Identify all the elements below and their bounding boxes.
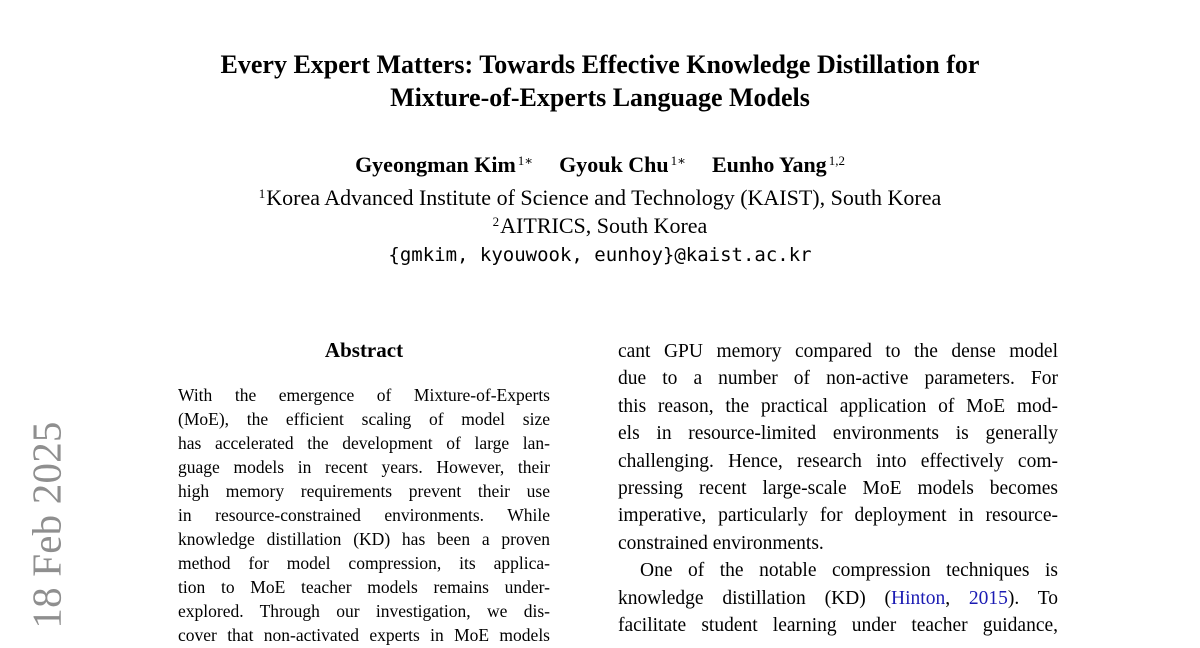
body-line: imperative, particularly for deployment in resource- bbox=[618, 505, 1058, 527]
abstract-line: knowledge distillation (KD) has been a proven bbox=[178, 529, 550, 549]
body-line: facilitate student learning under teacher guidance, bbox=[618, 615, 1058, 637]
body-line: due to a number of non-active parameters. For bbox=[618, 368, 1058, 390]
affiliation bbox=[200, 212, 1000, 240]
affiliation bbox=[200, 184, 1000, 212]
body-line: constrained environments. bbox=[618, 532, 824, 554]
author-name: Gyeongman Kim bbox=[355, 152, 516, 177]
paper-title bbox=[160, 48, 1040, 114]
abstract-line: cover that non-activated experts in MoE models bbox=[178, 625, 550, 645]
body-line: this reason, the practical application of MoE mod- bbox=[618, 395, 1058, 417]
abstract-line: tion to MoE teacher models remains under- bbox=[178, 577, 550, 597]
author-affiliation-mark: 1∗ bbox=[517, 153, 534, 168]
affiliation-text: AITRICS, South Korea bbox=[500, 213, 708, 238]
arxiv-date-text: 18 Feb 2025 bbox=[23, 421, 70, 629]
body-text: knowledge distillation (KD) ( bbox=[618, 587, 892, 609]
abstract-line: high memory requirements prevent their use bbox=[178, 481, 550, 501]
citation-year-link[interactable]: 2015 bbox=[968, 587, 1008, 609]
abstract-line: method for model compression, its applica- bbox=[178, 553, 550, 573]
body-line: One of the notable compression techniques is bbox=[640, 560, 1058, 582]
title-line-1: Every Expert Matters: Towards Effective Knowledge Distillation for bbox=[220, 50, 980, 79]
introduction-column bbox=[618, 338, 1058, 639]
arxiv-date-stamp bbox=[12, 421, 82, 629]
affiliation-mark: 2 bbox=[492, 214, 500, 229]
author-affiliation-mark: 1∗ bbox=[670, 153, 686, 168]
abstract-line: (MoE), the efficient scaling of model size bbox=[178, 409, 550, 429]
title-line-2: Mixture-of-Experts Language Models bbox=[390, 83, 810, 112]
abstract-body bbox=[178, 383, 550, 647]
abstract-line: has accelerated the development of large lan- bbox=[178, 433, 550, 453]
body-text: , bbox=[945, 587, 969, 609]
author bbox=[559, 152, 686, 177]
author-list bbox=[250, 150, 950, 180]
author-name: Eunho Yang bbox=[711, 152, 827, 177]
author bbox=[355, 152, 533, 177]
author-name: Gyouk Chu bbox=[559, 152, 669, 177]
author-affiliation-mark: 1,2 bbox=[828, 153, 845, 168]
body-line: cant GPU memory compared to the dense model bbox=[618, 341, 1058, 362]
abstract-line: explored. Through our investigation, we dis- bbox=[178, 601, 550, 621]
abstract-line: in resource-constrained environments. While bbox=[178, 505, 550, 525]
affiliation-text: Korea Advanced Institute of Science and Technology (KAIST), South Korea bbox=[266, 185, 942, 210]
author bbox=[712, 152, 845, 177]
body-line: els in resource-limited environments is generally bbox=[618, 423, 1058, 445]
body-line: pressing recent large-scale MoE models becomes bbox=[618, 478, 1058, 500]
body-line: challenging. Hence, research into effectively com- bbox=[618, 450, 1058, 472]
abstract-line: guage models in recent years. However, their bbox=[178, 457, 550, 477]
citation-author-link[interactable]: Hinton bbox=[891, 587, 946, 609]
abstract-line: With the emergence of Mixture-of-Experts bbox=[178, 385, 550, 405]
affiliation-mark: 1 bbox=[258, 186, 266, 201]
body-text: ). To bbox=[1007, 587, 1059, 609]
author-email: {gmkim, kyouwook, eunhoy}@kaist.ac.kr bbox=[388, 244, 812, 266]
abstract-heading: Abstract bbox=[324, 338, 404, 362]
body-line-with-citation bbox=[618, 585, 1058, 612]
